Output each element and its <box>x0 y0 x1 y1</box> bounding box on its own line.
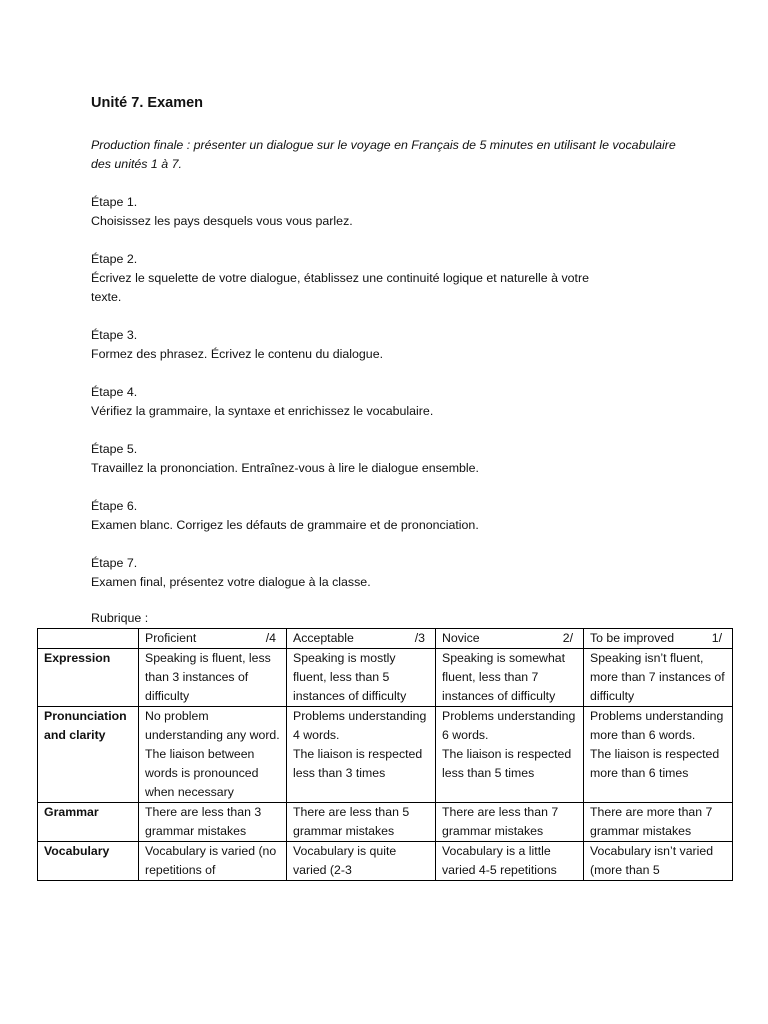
step-6 <box>91 497 691 535</box>
step-text: Travaillez la prononciation. Entraînez-vous à lire le dialogue ensemble. <box>91 461 479 475</box>
step-2 <box>91 250 691 307</box>
step-text: Écrivez le squelette de votre dialogue, établissez une continuité logique et naturelle à votre <box>91 271 590 285</box>
step-7 <box>91 554 691 592</box>
rubric-row-vocabulary <box>38 842 733 881</box>
step-text: Formez des phrasez. Écrivez le contenu du dialogue. <box>91 347 384 361</box>
rubric-cell: Problems understanding 4 words. The liaison is respected less than 3 times <box>287 707 436 803</box>
step-label: Étape 1. <box>91 195 138 209</box>
column-name: To be improved <box>590 631 675 645</box>
step-label: Étape 4. <box>91 385 138 399</box>
rubric-column-header <box>436 629 584 649</box>
rubric-cell: There are more than 7 grammar mistakes <box>584 803 733 842</box>
step-1 <box>91 193 691 231</box>
rubric-cell: Vocabulary is varied (no repetitions of <box>139 842 287 881</box>
rubric-cell: Vocabulary is quite varied (2-3 <box>287 842 436 881</box>
rubric-cell: There are less than 3 grammar mistakes <box>139 803 287 842</box>
rubric-row-label: Expression <box>38 649 139 707</box>
rubric-cell: Speaking isn’t fluent, more than 7 instances of difficulty <box>584 649 733 707</box>
rubric-cell: Speaking is fluent, less than 3 instances of difficulty <box>139 649 287 707</box>
step-text: Examen final, présentez votre dialogue à la classe. <box>91 575 371 589</box>
step-3 <box>91 326 691 364</box>
step-5 <box>91 440 691 478</box>
rubric-cell: No problem understanding any word. The liaison between words is pronounced when necessary <box>139 707 287 803</box>
step-label: Étape 6. <box>91 499 138 513</box>
rubric-row-label: Pronunciation and clarity <box>38 707 139 803</box>
column-score: 1/ <box>711 631 722 645</box>
step-label: Étape 7. <box>91 556 138 570</box>
rubric-cell: Problems understanding 6 words. The liaison is respected less than 5 times <box>436 707 584 803</box>
step-label: Étape 3. <box>91 328 138 342</box>
intro-paragraph: Production finale : présenter un dialogue sur le voyage en Français de 5 minutes en utilisant le vocabulaire des unités 1 à 7. <box>91 138 676 171</box>
step-4 <box>91 383 691 421</box>
step-text: Choisissez les pays desquels vous vous parlez. <box>91 214 353 228</box>
rubric-header-row <box>38 629 733 649</box>
step-text: texte. <box>91 290 122 304</box>
rubric-table <box>37 628 733 881</box>
step-text: Examen blanc. Corrigez les défauts de grammaire et de prononciation. <box>91 518 479 532</box>
page-title: Unité 7. Examen <box>91 95 204 111</box>
rubric-row-expression <box>38 649 733 707</box>
rubric-cell: Vocabulary is a little varied 4-5 repetitions <box>436 842 584 881</box>
column-score: 2/ <box>562 631 573 645</box>
rubric-cell: There are less than 5 grammar mistakes <box>287 803 436 842</box>
rubric-column-header <box>584 629 733 649</box>
rubric-row-label: Grammar <box>38 803 139 842</box>
rubric-row-grammar <box>38 803 733 842</box>
column-score: /3 <box>414 631 425 645</box>
rubric-label: Rubrique : <box>91 611 149 625</box>
rubric-row-pronunciation <box>38 707 733 803</box>
rubric-cell: There are less than 7 grammar mistakes <box>436 803 584 842</box>
rubric-column-header <box>139 629 287 649</box>
column-name: Novice <box>442 631 480 645</box>
rubric-cell: Speaking is somewhat fluent, less than 7 instances of difficulty <box>436 649 584 707</box>
step-label: Étape 2. <box>91 252 138 266</box>
step-label: Étape 5. <box>91 442 138 456</box>
rubric-column-header <box>287 629 436 649</box>
rubric-cell: Vocabulary isn’t varied (more than 5 <box>584 842 733 881</box>
rubric-cell: Speaking is mostly fluent, less than 5 instances of difficulty <box>287 649 436 707</box>
rubric-corner-cell <box>38 629 139 649</box>
step-text: Vérifiez la grammaire, la syntaxe et enrichissez le vocabulaire. <box>91 404 434 418</box>
column-name: Proficient <box>145 631 197 645</box>
rubric-row-label: Vocabulary <box>38 842 139 881</box>
column-score: /4 <box>265 631 276 645</box>
rubric-cell: Problems understanding more than 6 words. The liaison is respected more than 6 times <box>584 707 733 803</box>
column-name: Acceptable <box>293 631 354 645</box>
